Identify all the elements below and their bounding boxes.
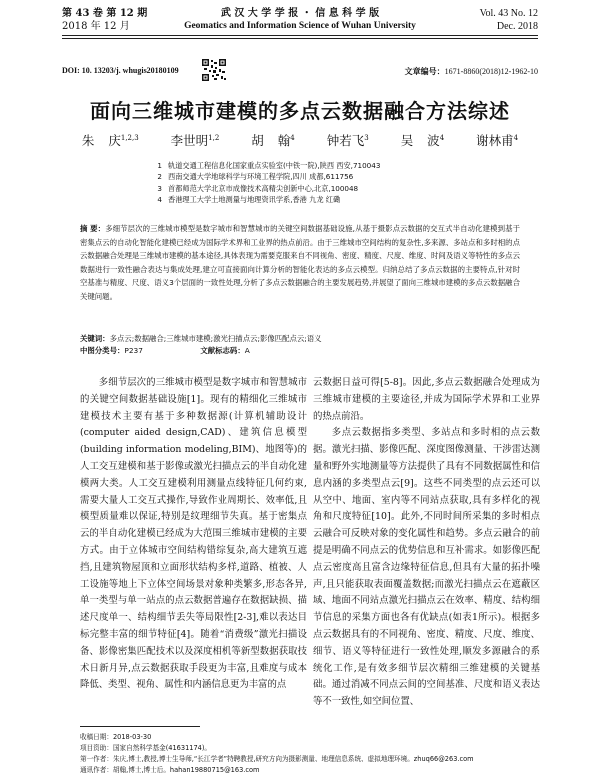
body-column-left — [80, 375, 307, 694]
paragraph: 云数据日益可得[5-8]。因此,多点云数据融合处理成为三维城市建模的主要途径,并成为国际学术界和工业界的热点前沿。 — [313, 377, 540, 422]
abstract-text: 多细节层次的三维城市模型是数字城市和智慧城市的关键空间数据基础设施,从基于摄影点云数据的交互式半自动化建模到基于密集点云的自动化智能化建模已经成为国际学术界和工业界的热点前沿。由于三维城市空间结构的复杂性,多来源、多站点和多时相的点云数据融合处理是三维城市建模的基本途径,具体表现为需要克服来自不同视角、密度、精度、尺度、维度、时间及语义等特性的多点云数据进行一致性融合表达与集成处理,建立可直接面向计算分析的智能化表达的多点云模型。归纳总结了多点云数据的主要特点,针对时空基准与精度、尺度、语义3个层面的一致性处理,分析了多点云数据融合的主要发展趋势,并展望了面向三维城市建模的多点云数据融合关键问题。 — [80, 224, 520, 301]
header-rule — [62, 35, 538, 36]
keywords: 关键词：多点云;数据融合;三维城市建模;激光扫描点云;影像匹配点云;语义 — [80, 334, 322, 343]
journal-volume-cn: 第 43 卷 第 12 期 2018 年 12 月 — [62, 8, 148, 32]
abstract — [80, 222, 520, 303]
journal-name: 武 汉 大 学 学 报 ・ 信 息 科 学 版 Geomatics and Information Science of Wuhan University — [184, 8, 416, 31]
author-list — [60, 131, 540, 149]
affiliation: 4 香港理工大学土地测量与地理资讯学系,香港 九龙 红磡 — [157, 194, 341, 204]
paper-title: 面向三维城市建模的多点云数据融合方法综述 — [90, 99, 510, 123]
author: 李世明$^{1,2}$ — [170, 133, 220, 148]
affiliation: 2 西南交通大学地球科学与环境工程学院,四川 成都,611756 — [157, 172, 354, 182]
author: 钟若飞$^3$ — [326, 133, 369, 148]
paragraph: 多点云数据指多类型、多站点和多时相的点云数据。激光扫描、影像匹配、深度图像测量、干涉雷达测量和野外实地测量等方法提供了具有不同数据属性和信息内涵的多类型点云[9]。这些不同类型的点云还可以从空中、地面、室内等不同站点获取,具有多样化的视角和尺度特征[10]。此外,不同时间所采集的多时相点云融合可反映对象的变化属性和趋势。多点云融合的前提是明确不同点云的优势信息和互补需求。如影像匹配点云密度高且富含边缘特征信息,但具有大量的拓扑噪声,且只能获取表面覆盖数据;而激光扫描点云在遮蔽区域、地面不同站点激光扫描点云在效率、精度、结构细节信息的采集方面也各有优缺点(如表1所示)。根据多点云数据具有的不同视角、密度、精度、尺度、维度、细节、语义等特征进行一致性处理,顺发多源融合的系统化工作,是有效多细节层次精细三维建模的关键基础。通过消减不同点云间的空间基准、尺度和语义表达等不一致性,如空间位置、 — [313, 427, 540, 708]
header-rule-thin — [62, 38, 538, 39]
author: 胡 翰$^4$ — [251, 133, 295, 148]
footnotes — [80, 732, 520, 776]
author: 谢林甫$^4$ — [476, 133, 519, 148]
affiliation-list — [150, 160, 480, 205]
body-column-right — [313, 375, 540, 711]
affiliation: 1 轨道交通工程信息化国家重点实验室(中铁一院),陕西 西安,710043 — [157, 161, 381, 170]
journal-volume-en: Vol. 43 No. 12 Dec. 2018 — [479, 8, 538, 32]
footnote-received: 收稿日期：2018-03-30 — [80, 733, 152, 741]
footnote-corresponding-author: 通讯作者：胡翰,博士,博士后。hahan19880715@163.com — [80, 766, 260, 774]
article-number: 文章编号：1671-8860(2018)12-1962-10 — [404, 67, 538, 76]
abstract-label: 摘 要： — [80, 224, 106, 233]
classification: 中图分类号：P237 文献标志码：A — [80, 346, 250, 355]
paragraph: 多细节层次的三维城市模型是数字城市和智慧城市的关键空间数据基础设施[1]。现有的精细化三维城市建模技术主要有基于多种数据源(计算机辅助设计(computer aided design,CAD)、建筑信息模型(building information modeling,BIM)、地图等)的人工交互建模和基于影像或激光扫描点云的半自动化建模两大类。人工交互建模利用测量点线特征几何约束,需要大量人工交互式操作,导致作业周期长、效率低,且模型质量难以保证,特别是纹理细节失真。基于密集点云的半自动化建模已经成为大范围三维城市建模的主要方式。由于立体城市空间结构错综复杂,高大建筑互遮挡,且建筑物屋顶和立面形状结构多样,道路、植被、人工设施等地上下立体空间场景对象种类繁多,形态各异,单一类型与单一站点的点云数据普遍存在数据缺损、描述尺度单一、结构细节丢失等局限性[2-3],难以表达目标完整丰富的细节特征[4]。随着“消费级”激光扫描设备、影像密集匹配技术以及深度相机等新型数据获取技术日新月异,点云数据获取手段更为丰富,且难度与成本降低、类型、视角、属性和内涵信息更为丰富的点 — [80, 377, 307, 691]
author: 朱 庆$^{1,2,3}$ — [81, 133, 139, 148]
qr-code-icon[interactable] — [201, 58, 227, 82]
footnote-funding: 项目资助：国家自然科学基金(41631174)。 — [80, 744, 212, 752]
footnote-first-author: 第一作者：朱庆,博士,教授,博士生导师,“长江学者”特聘教授,研究方向为摄影测量、地理信息系统、虚拟地理环境。zhuq66@263.com — [80, 755, 474, 763]
affiliation: 3 首都师范大学北京市成像技术高精尖创新中心,北京,100048 — [157, 183, 359, 193]
footnote-rule — [80, 726, 200, 727]
doi[interactable]: DOI: 10. 13203/j. whugis20180109 — [62, 66, 179, 75]
author: 吴 波$^4$ — [400, 133, 445, 148]
